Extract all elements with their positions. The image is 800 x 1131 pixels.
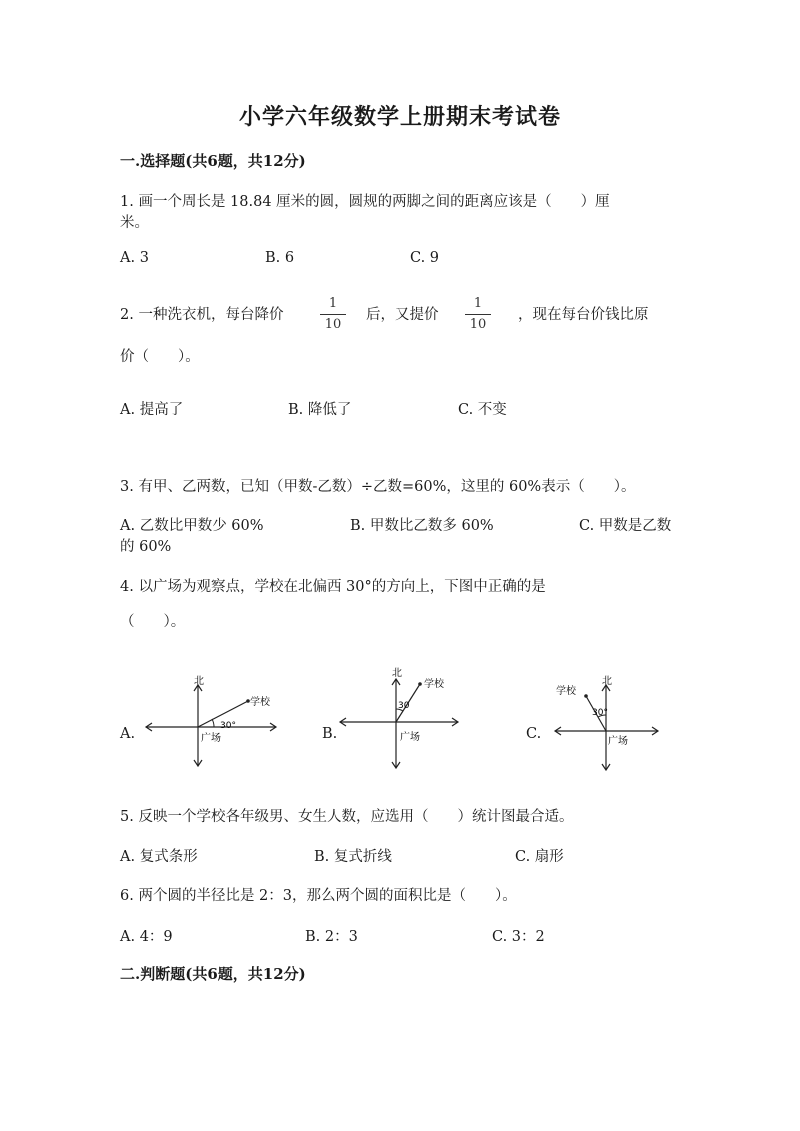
school-label: 学校	[250, 697, 270, 708]
question-4-text: 4. 以广场为观察点，学校在北偏西 30°的方向上，下图中正确的是	[120, 579, 546, 595]
question-4-text-wrap: （ ）。	[120, 614, 186, 630]
question-2-option-c: C. 不变	[458, 402, 507, 418]
question-5-option-a: A. 复式条形	[120, 849, 198, 865]
fraction-denominator: 10	[469, 317, 487, 332]
school-label: 学校	[424, 679, 444, 690]
page-title: 小学六年级数学上册期末考试卷	[238, 104, 561, 130]
north-label: 北	[392, 668, 402, 679]
question-2-option-b: B. 降低了	[288, 402, 352, 418]
question-1-option-c: C. 9	[410, 250, 440, 266]
question-6-option-b: B. 2：3	[305, 929, 358, 945]
question-3-text: 3. 有甲、乙两数，已知（甲数-乙数）÷乙数=60%，这里的 60%表示（ ）。	[120, 479, 636, 495]
question-2-option-a: A. 提高了	[120, 402, 184, 418]
question-4-option-c: C.	[526, 726, 542, 742]
section-heading-judgement: 二.判断题(共6题，共12分)	[120, 965, 306, 983]
angle-arc	[212, 719, 214, 727]
question-1-option-b: B. 6	[265, 250, 295, 266]
fraction-numerator: 1	[328, 296, 338, 311]
question-4-option-b: B.	[322, 726, 338, 742]
compass-diagram-c	[550, 670, 665, 775]
angle-label: 30°	[220, 721, 236, 731]
question-6-option-c: C. 3：2	[492, 929, 545, 945]
north-label: 北	[602, 676, 612, 687]
question-3-option-c-wrap: 的 60%	[120, 539, 172, 555]
question-4-option-a: A.	[120, 726, 136, 742]
question-3-option-c: C. 甲数是乙数	[579, 518, 672, 534]
question-6-option-a: A. 4：9	[120, 929, 173, 945]
section-heading-choice: 一.选择题(共6题，共12分)	[120, 152, 306, 170]
question-2-text-part3: ，现在每台价钱比原	[518, 307, 649, 323]
school-label: 学校	[556, 686, 576, 697]
square-label: 广场	[608, 736, 628, 747]
compass-diagram-b	[336, 662, 476, 772]
fraction-bar	[465, 314, 491, 315]
question-1-option-a: A. 3	[120, 250, 149, 266]
compass-diagram-a	[140, 670, 280, 770]
question-5-option-c: C. 扇形	[515, 849, 564, 865]
fraction-denominator: 10	[324, 317, 342, 332]
school-point	[418, 682, 422, 686]
fraction-bar	[320, 314, 346, 315]
square-label: 广场	[400, 732, 420, 743]
north-label: 北	[194, 676, 204, 687]
question-2-text-part1: 2. 一种洗衣机，每台降价	[120, 307, 284, 323]
question-3-option-a: A. 乙数比甲数少 60%	[120, 518, 264, 534]
fraction-one-tenth	[465, 296, 491, 333]
square-label: 广场	[201, 733, 221, 744]
fraction-numerator: 1	[473, 296, 483, 311]
angle-label: 30	[398, 701, 410, 711]
question-6-text: 6. 两个圆的半径比是 2：3，那么两个圆的面积比是（ ）。	[120, 888, 517, 904]
school-point	[584, 694, 588, 698]
question-1-text: 1. 画一个周长是 18.84 厘米的圆，圆规的两脚之间的距离应该是（ ）厘	[120, 194, 610, 210]
question-2-text-part2: 后，又提价	[366, 307, 439, 323]
question-1-text-wrap: 米。	[120, 215, 149, 231]
question-5-option-b: B. 复式折线	[314, 849, 392, 865]
question-5-text: 5. 反映一个学校各年级男、女生人数，应选用（ ）统计图最合适。	[120, 809, 574, 825]
angle-label: 30°	[592, 708, 608, 718]
fraction-one-tenth	[320, 296, 346, 333]
question-3-option-b: B. 甲数比乙数多 60%	[350, 518, 494, 534]
question-2-text-wrap: 价（ ）。	[120, 349, 200, 365]
